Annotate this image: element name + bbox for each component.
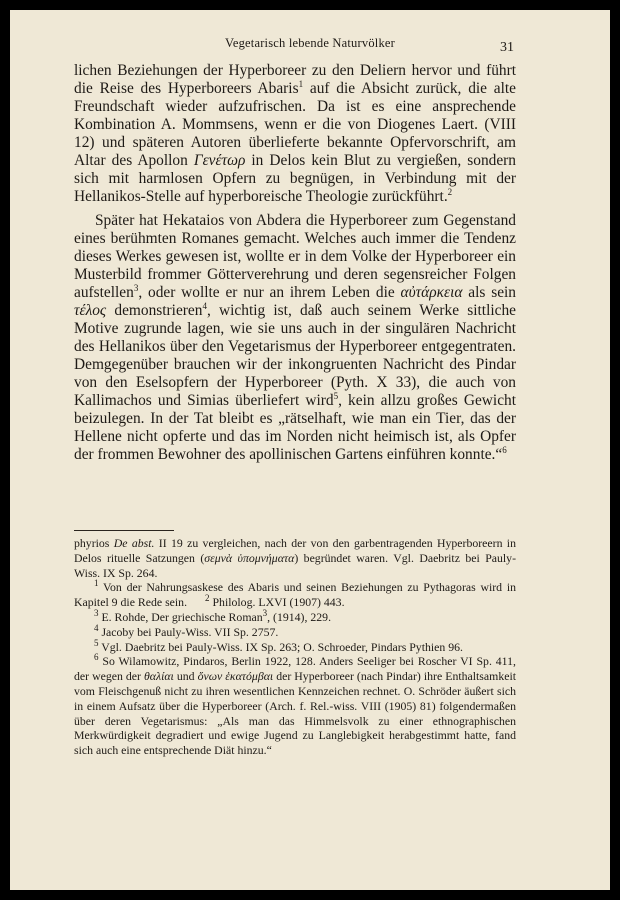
footnote-ref-6: 6 [502,444,507,455]
text-run: , kein allzu großes Gewicht beizulegen. In der Tat bleibt es „rätselhaft, wie man ein Tier, das der Hellene nicht opferte und das im Norden nicht heimisch ist, als Opfer der frommen Bewohner des apollinischen Gartens einführen konnte.“ [74,392,516,463]
main-text [74,62,516,464]
footnote-number: 2 [205,593,210,604]
page-number: 31 [500,40,514,55]
text-run: , wichtig ist, daß auch seinem Werke sittliche Motive zugrunde lagen, wie sie uns auch in der singulären Nachricht des Hellanikos über den Vegetarismus der Hyperboreer entgegentraten. Demgegenüber brauchen wir der inkongruenten Nachricht des Pindar von den Eselsopfern der Hyperboreer (Pyth. X 33), die auch von Kallimachos und Simias überliefert wird [74,302,516,409]
footnote-text: Von der Nahrungsaskese des Abaris und seinen Beziehungen zu Pythagoras wird in Kapitel 9 die Rede sein. [74,580,516,610]
text-run: II 19 zu vergleichen, nach der von den garbentragenden Hyperboreern in Delos rituelle Satzungen ( [74,536,516,565]
text-run: phyrios [74,536,114,550]
text-run: , oder wollte er nur an ihrem Leben die [138,284,401,301]
footnote-text: Philolog. LXVI (1907) 443. [209,595,345,610]
title-abbrev: De abst. [113,536,155,550]
text-run: Später hat Hekataios von Abdera die Hyperboreer zum Gegenstand eines berühmten Romanes gemacht. Welches auch immer die Tendenz dieses Werkes gewesen ist, wollte er in dem Volke der Hyperboreer ein Musterbild frommer Götterverehrung und deren segensreicher Folgen aufstellen [74,212,516,301]
greek-term: θαλίαι [143,669,174,684]
footnote-ref-4: 4 [202,300,207,311]
edition-number: 3 [262,608,268,619]
text-run: ) begründet waren. Vgl. Daebritz bei Pauly-Wiss. IX Sp. 264. [74,550,516,580]
text-run: auf die Absicht zurück, die alte Freundschaft wieder aufzufrischen. Da ist es eine ansprechende Kombination A. Mommsens, wenn er die von Diogenes Laert. (VIII 12) und späteren Autoren überlieferte bekannte Opfervorschrift, am Altar des Apollon [74,80,516,169]
footnote-ref-2: 2 [447,186,453,197]
footnote-continuation [74,536,516,580]
footnote-ref-1: 1 [298,78,304,89]
footnote-number: 3 [94,608,99,619]
footnote-number: 1 [94,578,99,589]
page-header [10,36,610,55]
footnote-divider [74,530,174,531]
footnote-number: 6 [94,652,99,663]
footnote-4 [74,622,516,640]
greek-term: τέλος [74,302,107,319]
footnote-3 [74,610,516,625]
running-head: Vegetarisch lebende Naturvölker [224,36,396,50]
text-run: lichen Beziehungen der Hyperboreer zu den Deliern hervor und führt die Reise des Hyperboreers Abaris [74,62,516,97]
footnote-number: 4 [94,622,99,633]
footnote-text: der Hyperboreer (nach Pindar) ihre Enthaltsamkeit vom Fleischgenuß nicht zu ihren wesentlichen Kennzeichen rechnet. O. Schröder äußert sich in einem Aufsatz über die Hyperboreer (Arch. f. Rel.-wiss. VIII (1905) 81) folgendermaßen über deren Vegetarismus: „Als man das Himmelsvolk zu einer ethnographischen Merkwürdigkeit degradiert und ewige Jugend zu Langlebigkeit herabgestimmt hatte, fand sich auch eine entsprechende Diät hinzu.“ [74,669,517,758]
text-run: demonstrieren [106,302,203,319]
footnote-5 [74,637,516,655]
text-run: in Delos kein Blut zu vergießen, sondern sich mit harmlosen Opfern zu begnügen, in Verbindung mit der Hellanikos-Stelle auf hyperboreische Theologie zurückführt. [74,152,516,205]
footnote-1-2 [74,580,516,610]
footnote-text: Vgl. Daebritz bei Pauly-Wiss. IX Sp. 263; O. Schroeder, Pindars Pythien 96. [98,639,463,654]
footnote-6 [74,654,516,758]
footnotes [74,536,516,758]
footnote-text: So Wilamowitz, Pindaros, Berlin 1922, 128. Anders Seeliger bei Roscher VI Sp. 411, der wegen der [74,654,516,684]
greek-term: ὄνων ἑκατόμβαι [197,669,274,684]
paragraph-2 [74,212,516,464]
footnote-ref-3: 3 [133,282,139,293]
footnote-text: E. Rohde, Der griechische Roman [98,609,263,624]
greek-term: αὐτάρκεια [400,284,463,301]
paragraph-1 [74,62,516,206]
footnote-text: und [173,669,198,684]
book-page [10,10,610,890]
footnote-text: , (1914), 229. [267,609,332,624]
text-run: als sein [462,284,516,301]
footnote-ref-5: 5 [333,390,339,401]
greek-term: Γενέτωρ [193,152,246,169]
footnote-text: Jacoby bei Pauly-Wiss. VII Sp. 2757. [98,624,279,639]
greek-term: σεμνὰ ὑπομνήματα [204,550,295,565]
footnote-number: 5 [94,637,99,648]
